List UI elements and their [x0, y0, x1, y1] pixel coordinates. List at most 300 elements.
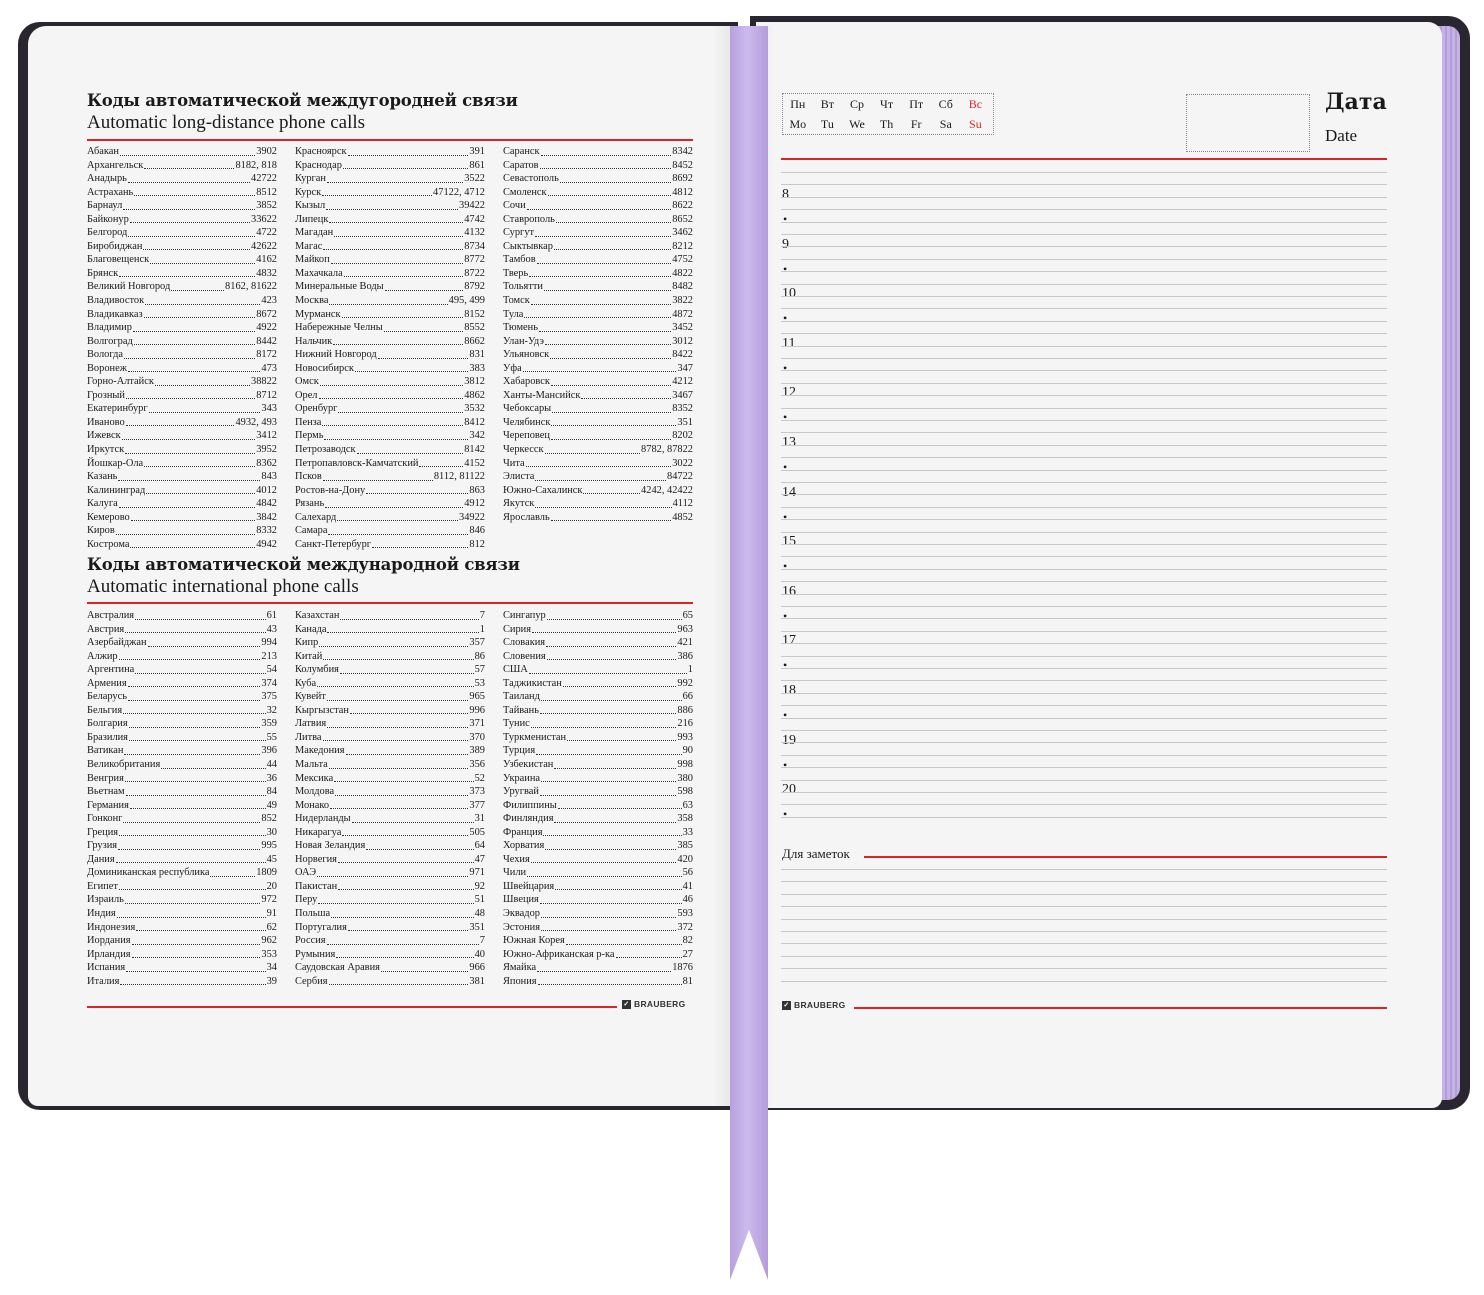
code-entry — [295, 416, 485, 430]
code-entry — [503, 893, 693, 907]
dot-leader — [366, 484, 468, 495]
entry-code: 8734 — [464, 240, 485, 252]
dot-leader — [348, 145, 469, 156]
dot-leader — [319, 389, 464, 400]
dot-leader — [419, 457, 463, 468]
dot-leader — [119, 650, 261, 661]
code-entry — [503, 758, 693, 772]
code-entry — [503, 663, 693, 677]
entry-code: 993 — [677, 731, 693, 743]
dot-leader — [124, 348, 255, 359]
dot-leader — [128, 226, 255, 237]
entry-name: Куба — [295, 677, 317, 689]
ruled-line — [781, 581, 1387, 582]
dot-leader — [554, 812, 676, 823]
code-entry — [295, 717, 485, 731]
entry-name: Киров — [87, 525, 115, 537]
international-codes-title: Коды автоматической международной связи — [87, 555, 520, 574]
entry-name: Аргентина — [87, 664, 135, 676]
code-entry — [503, 416, 693, 430]
international-column-2 — [295, 609, 485, 988]
bullet-point: • — [783, 757, 788, 772]
code-entry — [295, 308, 485, 322]
entry-name: Казань — [87, 471, 118, 483]
dot-leader — [118, 839, 260, 850]
entry-name: Гонконг — [87, 813, 123, 825]
entry-name: Нидерланды — [295, 813, 351, 825]
entry-code: 63 — [682, 799, 693, 811]
code-entry — [87, 429, 277, 443]
entry-code: 495, 499 — [448, 295, 485, 307]
ruled-line — [781, 234, 1387, 235]
dot-leader — [544, 280, 671, 291]
dot-leader — [340, 609, 478, 620]
entry-name: США — [503, 664, 528, 676]
entry-code: 389 — [469, 745, 485, 757]
entry-name: Салехард — [295, 511, 337, 523]
entry-code: 351 — [469, 921, 485, 933]
domestic-codes-title: Коды автоматической междугородней связи — [87, 91, 518, 110]
dot-leader — [384, 321, 464, 332]
ruled-line — [781, 643, 1387, 644]
code-entry — [87, 389, 277, 403]
code-entry — [503, 335, 693, 349]
entry-name: Архангельск — [87, 159, 144, 171]
entry-name: Тамбов — [503, 254, 536, 266]
entry-name: Колумбия — [295, 664, 339, 676]
weekday-1[interactable]: Вт — [820, 97, 835, 111]
dot-leader — [531, 294, 671, 305]
entry-name: Ижевск — [87, 430, 121, 442]
code-entry — [503, 240, 693, 254]
notes-line — [781, 869, 1387, 870]
code-entry — [295, 145, 485, 159]
entry-name: Таджикистан — [503, 677, 562, 689]
code-entry — [87, 812, 277, 826]
dot-leader — [541, 145, 672, 156]
entry-name: Швеция — [503, 894, 539, 906]
entry-name: Эквадор — [503, 908, 540, 920]
dot-leader — [320, 375, 463, 386]
dot-leader — [135, 663, 265, 674]
entry-name: Ярославль — [503, 511, 550, 523]
entry-name: Йошкар-Ола — [87, 457, 144, 469]
entry-code: 831 — [469, 349, 485, 361]
code-entry — [87, 853, 277, 867]
dot-leader — [326, 199, 458, 210]
weekday-2[interactable]: Ср — [849, 97, 864, 111]
code-entry — [87, 663, 277, 677]
code-entry — [503, 623, 693, 637]
dot-leader — [529, 663, 687, 674]
entry-code: 27 — [682, 948, 693, 960]
dot-leader — [551, 416, 676, 427]
entry-code: 8552 — [464, 322, 485, 334]
entry-code: 3012 — [672, 335, 693, 347]
entry-name: Рязань — [295, 498, 325, 510]
ruled-line — [781, 544, 1387, 545]
dot-leader — [144, 308, 256, 319]
code-entry — [87, 717, 277, 731]
entry-code: 971 — [469, 867, 485, 879]
entry-name: Южно-Африканская р-ка — [503, 948, 615, 960]
domestic-column-2 — [295, 145, 485, 551]
entry-name: Ирландия — [87, 948, 131, 960]
dot-leader — [329, 758, 469, 769]
hour-label: 17 — [782, 633, 796, 649]
dot-leader — [531, 717, 677, 728]
weekday-6[interactable]: Su — [969, 117, 982, 131]
hour-label: 12 — [782, 385, 796, 401]
entry-code: 370 — [469, 731, 485, 743]
entry-name: Хорватия — [503, 840, 545, 852]
entry-name: Омск — [295, 376, 319, 388]
weekday-1[interactable]: Tu — [820, 117, 834, 131]
ruled-line — [781, 742, 1387, 743]
dot-leader — [323, 650, 473, 661]
hour-label: 11 — [782, 335, 796, 351]
dot-leader — [210, 866, 255, 877]
ruled-line — [781, 780, 1387, 781]
dot-leader — [144, 159, 234, 170]
entry-name: Никарагуа — [295, 826, 342, 838]
code-entry — [87, 294, 277, 308]
ruled-line — [781, 296, 1387, 297]
code-entry — [87, 402, 277, 416]
ruled-line — [781, 519, 1387, 520]
code-entry — [295, 853, 485, 867]
dot-leader — [125, 623, 265, 634]
ruled-line — [781, 507, 1387, 508]
entry-code: 46 — [682, 894, 693, 906]
weekday-3[interactable]: Th — [879, 117, 894, 131]
entry-name: Тюмень — [503, 322, 538, 334]
bullet-point: • — [783, 658, 788, 673]
code-entry — [295, 253, 485, 267]
entry-name: Черкесск — [503, 444, 544, 456]
entry-name: Челябинск — [503, 416, 551, 428]
entry-name: Кипр — [295, 637, 319, 649]
dot-leader — [545, 335, 671, 346]
entry-code: 972 — [261, 894, 277, 906]
dot-leader — [323, 240, 463, 251]
dot-leader — [117, 907, 266, 918]
code-entry — [295, 429, 485, 443]
ruled-line — [781, 259, 1387, 260]
code-entry — [295, 348, 485, 362]
ruled-line — [781, 370, 1387, 371]
entry-code: 359 — [261, 718, 277, 730]
code-entry — [87, 511, 277, 525]
weekday-2[interactable]: We — [849, 117, 865, 131]
bullet-point: • — [783, 311, 788, 326]
notes-line — [781, 906, 1387, 907]
entry-code: 391 — [469, 146, 485, 157]
code-entry — [503, 172, 693, 186]
dot-leader — [540, 704, 676, 715]
dot-leader — [352, 812, 474, 823]
notes-line — [781, 931, 1387, 932]
entry-name: Псков — [295, 471, 322, 483]
entry-code: 998 — [677, 759, 693, 771]
weekday-6[interactable]: Вс — [968, 97, 983, 111]
code-entry — [87, 280, 277, 294]
code-entry — [295, 159, 485, 173]
entry-name: Ульяновск — [503, 349, 550, 361]
entry-name: Польша — [295, 908, 331, 920]
entry-code: 505 — [469, 826, 485, 838]
entry-name: Казахстан — [295, 610, 340, 621]
entry-name: Орел — [295, 389, 318, 401]
entry-code: 372 — [677, 921, 693, 933]
code-entry — [87, 240, 277, 254]
entry-name: Германия — [87, 799, 129, 811]
entry-code: 47122, 4712 — [433, 186, 485, 198]
entry-name: Южная Корея — [503, 935, 565, 947]
code-entry — [503, 907, 693, 921]
brand-name-right: BRAUBERG — [794, 1000, 846, 1010]
dot-leader — [560, 172, 671, 183]
code-entry — [503, 457, 693, 471]
domestic-title-rule — [87, 139, 693, 141]
entry-code: 996 — [469, 704, 485, 716]
entry-code: 8692 — [672, 173, 693, 185]
code-entry — [503, 389, 693, 403]
code-entry — [87, 321, 277, 335]
ruled-line — [781, 271, 1387, 272]
entry-code: 39422 — [459, 200, 485, 212]
entry-code: 1876 — [672, 962, 693, 974]
ruled-line — [781, 184, 1387, 185]
weekday-5[interactable]: Sa — [939, 117, 952, 131]
entry-code: 4212 — [672, 376, 693, 388]
entry-code: 20 — [266, 880, 277, 892]
bullet-point: • — [783, 360, 788, 375]
code-entry — [87, 213, 277, 227]
entry-code: 4752 — [672, 254, 693, 266]
entry-code: 8142 — [464, 444, 485, 456]
code-entry — [295, 538, 485, 552]
international-column-3 — [503, 609, 693, 988]
entry-code: 375 — [261, 691, 277, 703]
entry-name: Смоленск — [503, 186, 547, 198]
international-column-1 — [87, 609, 277, 988]
dot-leader — [329, 975, 469, 986]
entry-code: 3412 — [256, 430, 277, 442]
bullet-point: • — [783, 807, 788, 822]
entry-name: Воронеж — [87, 362, 127, 374]
entry-name: Владивосток — [87, 295, 145, 307]
code-entry — [503, 677, 693, 691]
dot-leader — [327, 934, 479, 945]
code-entry — [503, 744, 693, 758]
entry-code: 33622 — [251, 213, 277, 225]
ruled-line — [781, 494, 1387, 495]
dot-leader — [155, 375, 250, 386]
entry-name: Чебоксары — [503, 403, 552, 415]
ruled-line — [781, 470, 1387, 471]
dot-leader — [335, 785, 468, 796]
code-entry — [503, 443, 693, 457]
entry-code: 3462 — [672, 227, 693, 239]
dot-leader — [129, 731, 266, 742]
entry-name: Словения — [503, 650, 546, 662]
code-entry — [295, 280, 485, 294]
dot-leader — [119, 497, 255, 508]
entry-name: Россия — [295, 935, 326, 947]
entry-code: 8162, 81622 — [225, 281, 277, 293]
dot-leader — [128, 172, 250, 183]
dot-leader — [129, 717, 261, 728]
entry-name: Сыктывкар — [503, 240, 553, 252]
code-entry — [87, 961, 277, 975]
entry-code: 8412 — [464, 416, 485, 428]
weekday-5[interactable]: Сб — [938, 97, 953, 111]
entry-code: 4932, 493 — [235, 416, 277, 428]
dot-leader — [126, 416, 235, 427]
ruled-line — [781, 209, 1387, 210]
dot-leader — [327, 623, 478, 634]
code-entry — [87, 690, 277, 704]
bookmark-ribbon[interactable] — [730, 26, 768, 1280]
entry-code: 4852 — [672, 511, 693, 523]
code-entry — [87, 704, 277, 718]
entry-code: 356 — [469, 759, 485, 771]
entry-name: Вьетнам — [87, 786, 125, 798]
entry-code: 8422 — [672, 349, 693, 361]
dot-leader — [318, 893, 473, 904]
entry-name: Минеральные Воды — [295, 281, 384, 293]
entry-code: 32 — [266, 704, 277, 716]
entry-code: 92 — [474, 880, 485, 892]
code-entry — [295, 948, 485, 962]
bullet-point: • — [783, 410, 788, 425]
ruled-line — [781, 222, 1387, 223]
ruled-line — [781, 395, 1387, 396]
entry-name: Курган — [295, 173, 326, 185]
dot-leader — [322, 186, 432, 197]
dot-leader — [555, 880, 681, 891]
entry-name: Новосибирск — [295, 362, 354, 374]
entry-code: 3812 — [464, 376, 485, 388]
code-entry — [295, 839, 485, 853]
dot-leader — [120, 975, 265, 986]
ruled-line — [781, 569, 1387, 570]
domestic-column-1 — [87, 145, 277, 551]
weekday-4[interactable]: Fr — [910, 117, 922, 131]
entry-name: Калуга — [87, 498, 118, 510]
code-entry — [295, 375, 485, 389]
dot-leader — [149, 402, 261, 413]
entry-name: Уфа — [503, 362, 522, 374]
code-entry — [503, 348, 693, 362]
entry-code: 861 — [469, 159, 485, 171]
code-entry — [295, 457, 485, 471]
code-entry — [503, 497, 693, 511]
code-entry — [295, 704, 485, 718]
code-entry — [295, 690, 485, 704]
brand-name-left: BRAUBERG — [634, 999, 686, 1009]
entry-code: 8172 — [256, 349, 277, 361]
dot-leader — [558, 799, 682, 810]
ruled-line — [781, 755, 1387, 756]
dot-leader — [541, 772, 676, 783]
code-entry — [87, 975, 277, 989]
hour-label: 20 — [782, 782, 796, 798]
code-entry — [503, 948, 693, 962]
dot-leader — [350, 704, 468, 715]
dot-leader — [123, 199, 255, 210]
bullet-point: • — [783, 261, 788, 276]
ruled-line — [781, 693, 1387, 694]
dot-leader — [317, 677, 474, 688]
dot-leader — [551, 511, 672, 522]
entry-name: Македония — [295, 745, 345, 757]
entry-name: Иордания — [87, 935, 131, 947]
entry-name: Монако — [295, 799, 330, 811]
hour-label: 18 — [782, 683, 796, 698]
code-entry — [87, 443, 277, 457]
dot-leader — [128, 690, 260, 701]
entry-name: Бельгия — [87, 704, 123, 716]
entry-code: 473 — [261, 362, 277, 374]
code-entry — [87, 159, 277, 173]
code-entry — [87, 880, 277, 894]
weekday-4[interactable]: Пт — [909, 97, 924, 111]
weekday-3[interactable]: Чт — [880, 97, 894, 111]
hour-label: 15 — [782, 534, 796, 550]
notes-line — [781, 919, 1387, 920]
dot-leader — [552, 402, 671, 413]
entry-name: Элиста — [503, 471, 535, 483]
entry-code: 992 — [677, 677, 693, 689]
entry-code: 44 — [266, 759, 277, 771]
entry-name: Израиль — [87, 894, 124, 906]
entry-code: 4742 — [464, 213, 485, 225]
code-entry — [295, 172, 485, 186]
code-entry — [295, 402, 485, 416]
entry-code: 342 — [469, 430, 485, 442]
date-field[interactable] — [1186, 94, 1310, 152]
weekday-0[interactable]: Пн — [790, 97, 806, 111]
code-entry — [503, 826, 693, 840]
notes-line — [781, 881, 1387, 882]
entry-name: Калининград — [87, 484, 146, 496]
entry-code: 39 — [266, 975, 277, 987]
entry-name: Мальта — [295, 759, 328, 771]
weekday-selector[interactable] — [782, 93, 994, 135]
entry-code: 40 — [474, 948, 485, 960]
entry-code: 3522 — [464, 173, 485, 185]
entry-code: 4722 — [256, 227, 277, 239]
entry-name: Доминиканская республика — [87, 867, 210, 879]
ruled-line — [781, 804, 1387, 805]
code-entry — [295, 785, 485, 799]
entry-code: 8782, 87822 — [641, 444, 693, 456]
dot-leader — [319, 636, 468, 647]
brand-logo-left — [622, 999, 686, 1009]
entry-code: 57 — [474, 664, 485, 676]
weekday-0[interactable]: Mo — [789, 117, 807, 131]
entry-name: Бразилия — [87, 731, 128, 743]
entry-code: 962 — [261, 935, 277, 947]
dot-leader — [331, 907, 474, 918]
entry-name: Беларусь — [87, 691, 127, 703]
code-entry — [87, 308, 277, 322]
entry-name: Иваново — [87, 416, 125, 428]
dot-leader — [116, 524, 255, 535]
entry-code: 66 — [682, 691, 693, 703]
